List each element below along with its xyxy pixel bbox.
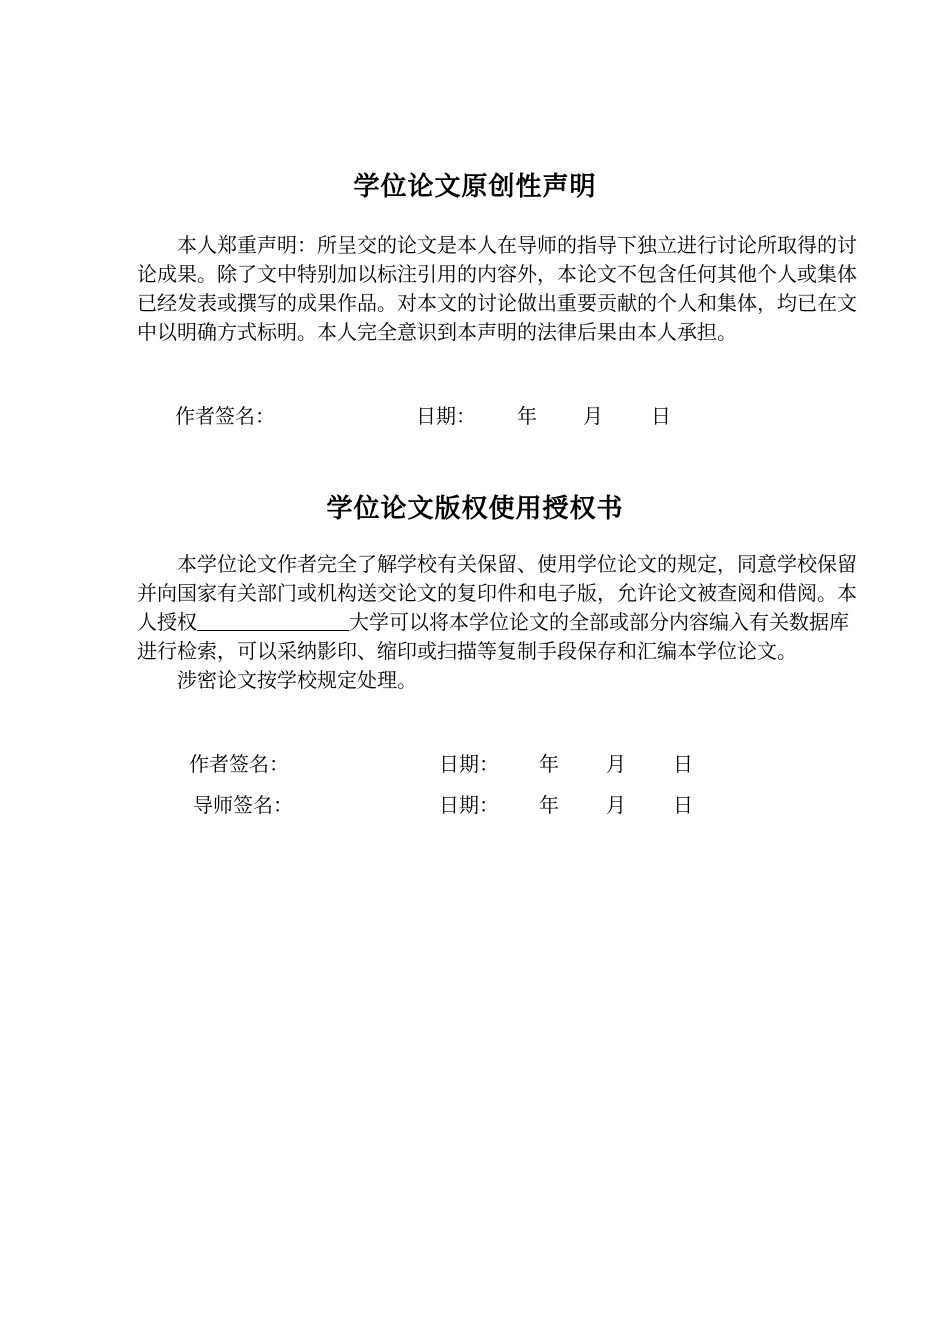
secret-note: 涉密论文按学校规定处理。 xyxy=(177,668,417,692)
declaration-year-label: 年 xyxy=(517,404,537,428)
supervisor-day-label: 日 xyxy=(673,793,693,817)
supervisor-date-label: 日期： xyxy=(439,793,499,817)
authorization-text-part1: 本学位论文作者完全了解学校有关保留、使用学位论文的规定，同意学校保留并向国家有关部门或机构送交论文的复印件和电子版，允许论文被查阅和借阅。本人授权 xyxy=(137,552,857,634)
authorization-author-year-label: 年 xyxy=(539,752,559,776)
declaration-author-signature-label: 作者签名： xyxy=(175,404,275,428)
declaration-text: 本人郑重声明：所呈交的论文是本人在导师的指导下独立进行讨论所取得的讨论成果。除了文中特别加以标注引用的内容外，本论文不包含任何其他个人或集体已经发表或撰写的成果作品。对本文的讨论做出重要贡献的个人和集体，均已在文中以明确方式标明。本人完全意识到本声明的法律后果由本人承担。 xyxy=(137,233,857,344)
declaration-date-label: 日期： xyxy=(416,404,476,428)
authorization-author-date-label: 日期： xyxy=(439,752,499,776)
authorization-body xyxy=(137,550,859,695)
declaration-body xyxy=(137,231,859,347)
supervisor-year-label: 年 xyxy=(539,793,559,817)
authorization-text-part2: 大学可以将本学位论文的全部或部分内容编入有关数据库进行检索，可以采纳影印、缩印或扫描等复制手段保存和汇编本学位论文。 xyxy=(137,610,849,663)
supervisor-signature-label: 导师签名： xyxy=(193,793,293,817)
authorization-text xyxy=(137,550,859,666)
declaration-month-label: 月 xyxy=(583,404,603,428)
university-name-blank[interactable] xyxy=(197,610,349,631)
declaration-day-label: 日 xyxy=(651,404,671,428)
authorization-author-signature-label: 作者签名： xyxy=(189,752,289,776)
authorization-title: 学位论文版权使用授权书 xyxy=(326,494,624,524)
authorization-author-day-label: 日 xyxy=(673,752,693,776)
supervisor-month-label: 月 xyxy=(606,793,626,817)
authorization-author-month-label: 月 xyxy=(606,752,626,776)
declaration-title: 学位论文原创性声明 xyxy=(353,172,597,202)
